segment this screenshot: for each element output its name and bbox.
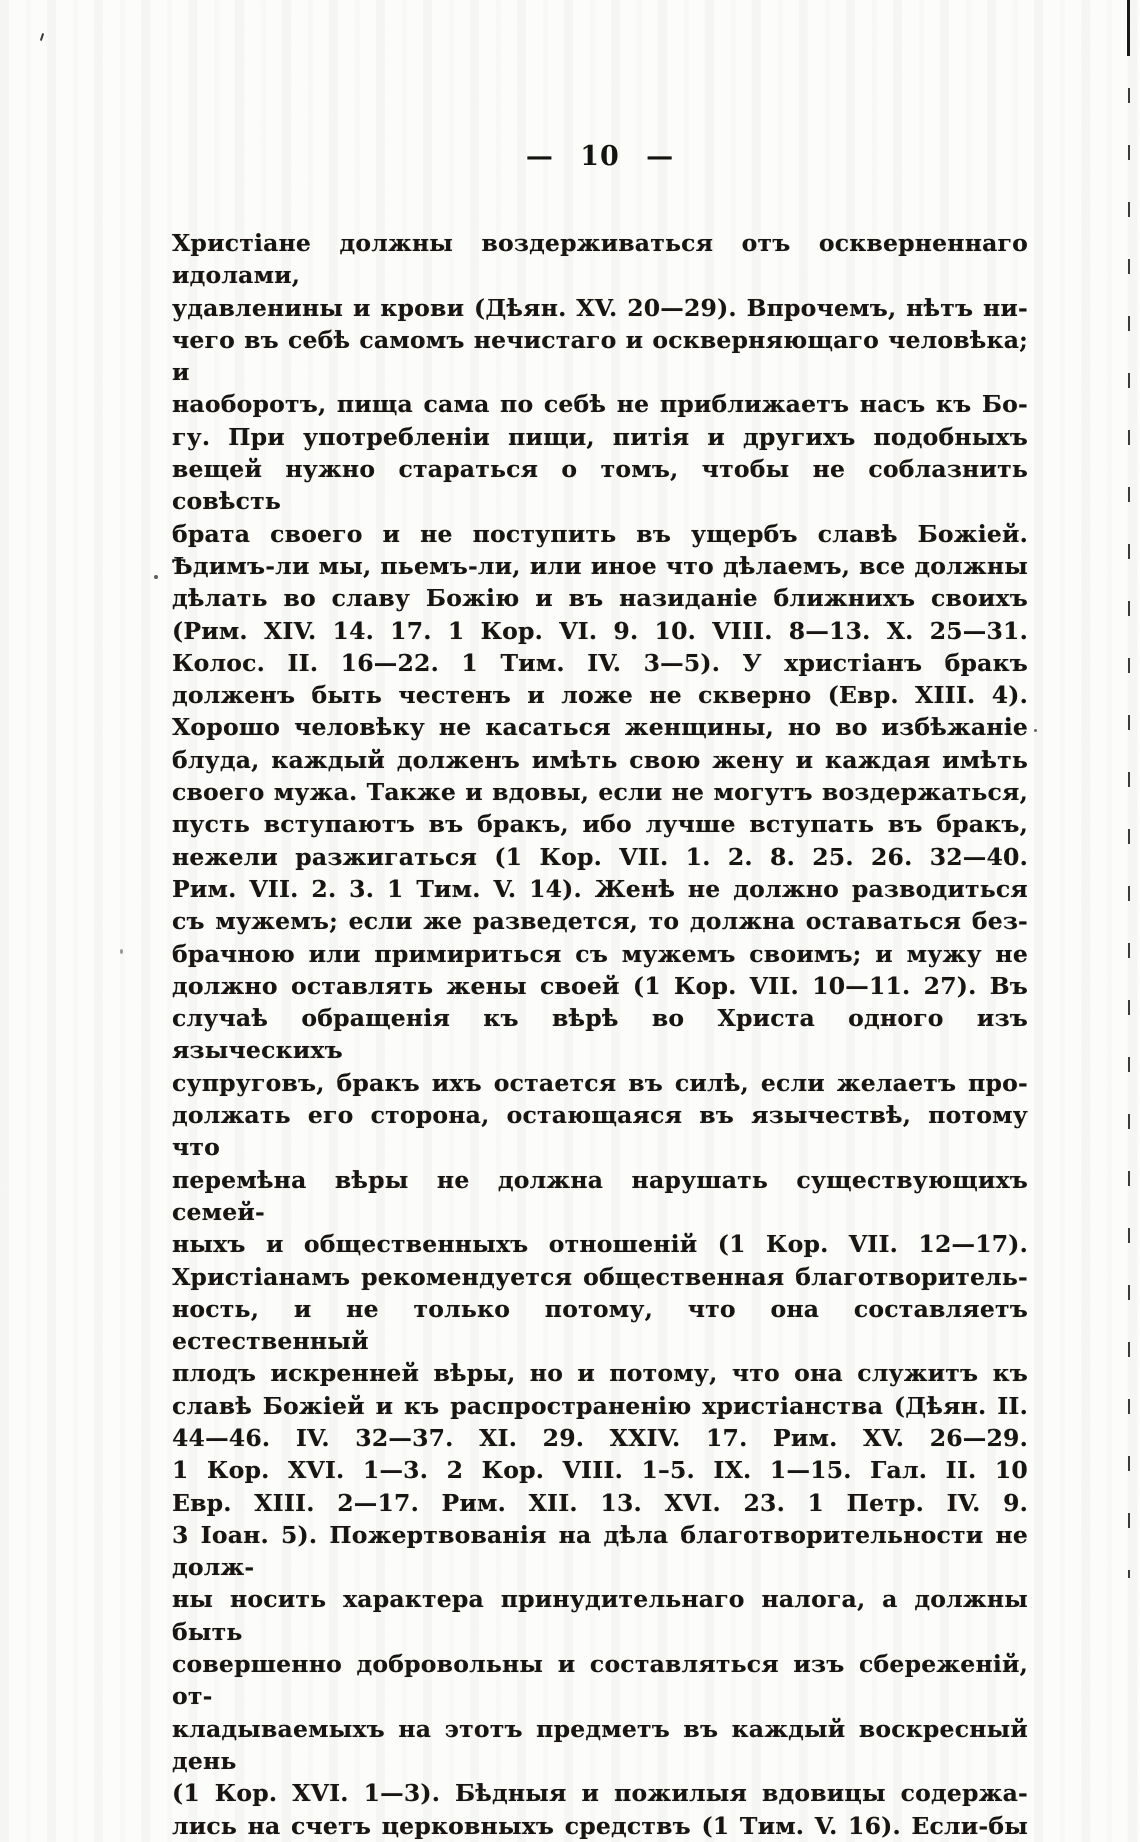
scan-artifact-binding-line-dashed [1128, 88, 1130, 1578]
text-line: пусть вступаютъ въ бракъ, ибо лучше вступать въ бракъ, [172, 810, 1028, 839]
text-line: ность, и не только потому, что она составляетъ естественный [172, 1294, 1028, 1356]
text-line: Хорошо человѣку не касаться женщины, но во избѣжаніе [172, 713, 1028, 742]
text-line: лись на счетъ церковныхъ средствъ (1 Тим. V. 16). Если-бы [172, 1811, 1028, 1840]
text-line: брата своего и не поступить въ ущербъ славѣ Божіей. [172, 519, 1028, 548]
text-line: брачною или примириться съ мужемъ своимъ; и мужу не [172, 939, 1028, 968]
scan-artifact-speck [120, 949, 123, 954]
scan-artifact-binding-line-top [1127, 0, 1130, 56]
page-number: — 10 — [525, 141, 675, 172]
text-line: ныхъ и общественныхъ отношеній (1 Кор. VII. 12—17). [172, 1230, 1028, 1259]
text-line: вещей нужно стараться о томъ, чтобы не соблазнить совѣсть [172, 455, 1028, 516]
text-line: ны носить характера принудительнаго налога, а должны быть [172, 1585, 1028, 1646]
text-line: наоборотъ, пища сама по себѣ не приближаетъ насъ къ Бо- [172, 390, 1028, 419]
text-line: долженъ быть честенъ и ложе не скверно (Евр. XIII. 4). [172, 681, 1028, 710]
text-line: гу. При употребленіи пищи, питія и другихъ подобныхъ [172, 422, 1028, 451]
text-line: дѣлать во славу Божію и въ назиданіе ближнихъ своихъ [172, 584, 1028, 613]
text-line: Христіанамъ рекомендуется общественная благотворитель- [172, 1262, 1028, 1291]
text-line: съ мужемъ; если же разведется, то должна оставаться без- [172, 907, 1028, 936]
text-line: Рим. VII. 2. 3. 1 Тим. V. 14). Женѣ не должно разводиться [172, 874, 1028, 903]
scan-artifact-speck [40, 33, 44, 41]
text-line: (Рим. XIV. 14. 17. 1 Кор. VI. 9. 10. VIII. 8—13. X. 25—31. [172, 616, 1028, 645]
text-line: своего мужа. Также и вдовы, если не могутъ воздержаться, [172, 778, 1028, 807]
text-line: Ѣдимъ-ли мы, пьемъ-ли, или иное что дѣлаемъ, все должны [172, 551, 1028, 580]
text-line: совершенно добровольны и составляться изъ сбереженій, от- [172, 1650, 1028, 1711]
text-line: перемѣна вѣры не должна нарушать существующихъ семей- [172, 1165, 1028, 1226]
text-line: 1 Кор. XVI. 1—3. 2 Кор. VIII. 1–5. IX. 1—15. Гал. II. 10 [172, 1456, 1028, 1485]
text-line: Колос. II. 16—22. 1 Тим. IV. 3—5). У христіанъ бракъ [172, 648, 1028, 677]
text-line: должно оставлять жены своей (1 Кор. VII. 10—11. 27). Въ [172, 971, 1028, 1000]
text-line: кладываемыхъ на этотъ предметъ въ каждый воскресный день [172, 1714, 1028, 1775]
text-line: удавленины и крови (Дѣян. XV. 20—29). Впрочемъ, нѣтъ ни- [172, 293, 1028, 322]
text-line: чего въ себѣ самомъ нечистаго и оскверняющаго человѣка; и [172, 325, 1028, 387]
text-line: славѣ Божіей и къ распространенію христіанства (Дѣян. II. [172, 1391, 1028, 1420]
text-line: (1 Кор. XVI. 1—3). Бѣдныя и пожилыя вдовицы содержа- [172, 1779, 1028, 1808]
text-line: случаѣ обращенія къ вѣрѣ во Христа одного изъ языческихъ [172, 1004, 1028, 1065]
scan-artifact-speck [154, 575, 158, 579]
text-line: 44—46. IV. 32—37. XI. 29. XXIV. 17. Рим. XV. 26—29. [172, 1423, 1028, 1452]
text-line: плодъ искренней вѣры, но и потому, что она служитъ къ [172, 1359, 1028, 1388]
text-line: супруговъ, бракъ ихъ остается въ силѣ, если желаетъ про- [172, 1068, 1028, 1097]
text-line: блуда, каждый долженъ имѣть свою жену и каждая имѣть [172, 745, 1028, 774]
text-line: Евр. XIII. 2—17. Рим. XII. 13. XVI. 23. 1 Петр. IV. 9. [172, 1488, 1028, 1517]
text-line: 3 Іоан. 5). Пожертвованія на дѣла благотворительности не долж- [172, 1520, 1028, 1582]
text-line: нежели разжигаться (1 Кор. VII. 1. 2. 8. 25. 26. 32—40. [172, 842, 1028, 871]
scan-artifact-speck [1034, 729, 1037, 732]
body-text [172, 227, 1028, 1842]
text-line: Христіане должны воздерживаться отъ оскверненнаго идолами, [172, 229, 1028, 290]
text-line: должать его сторона, остающаяся въ язычествѣ, потому что [172, 1101, 1028, 1162]
